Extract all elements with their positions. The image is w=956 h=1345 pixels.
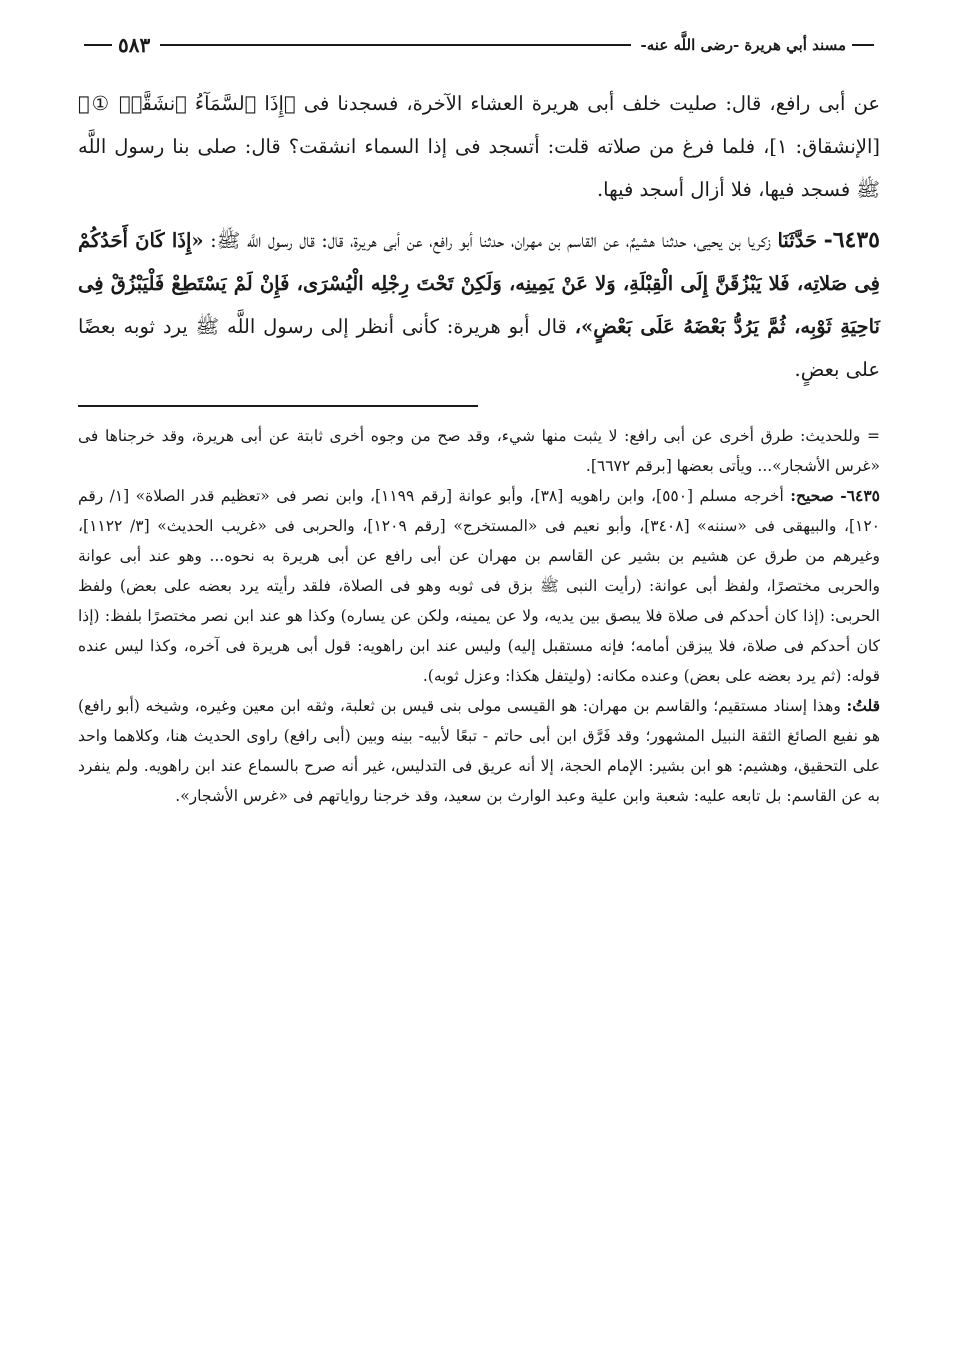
main-text bbox=[78, 82, 880, 391]
footnote-comment-head: قلتُ: bbox=[846, 696, 880, 715]
page-number: ٥٨٣ bbox=[118, 33, 151, 57]
hadith-number: ٦٤٣٥- bbox=[823, 227, 880, 253]
footnote-comment-text: وهذا إسناد مستقيم؛ والقاسم بن مهران: هو القيسى مولى بنى قيس بن ثعلبة، وثقه ابن معين وغيره، وشيخه (أبو رافع) هو نفيع الصائغ الثقة النبيل المشهور؛ وقد فَرَّق ابن أبى حاتم - تبعًا لأبيه- بينه وبين (أبى رافع) راوى الحديث هنا، وكلاهما واحد على التحقيق، وهشيم: هو ابن بشير: الإمام الحجة، إلا أنه عريق فى التدليس، غير أنه صرح بالسماع عند ابن راهويه. ولم ينفرد به عن القاسم: بل تابعه عليه: شعبة وابن علية وعبد الوارث بن سعيد، وقد خرجنا رواياتهم فى «غرس الأشجار». bbox=[78, 697, 880, 805]
book-page bbox=[78, 28, 880, 811]
header-rule bbox=[160, 44, 630, 46]
isnad-chain: زكريا بن يحيى، حدثنا هشيمٌ، عن القاسم بن مهران، حدثنا أبو رافع، عن أبى هريرة، قال: قال رسول اللَّه ﷺ: bbox=[210, 229, 771, 252]
hadith-6435 bbox=[78, 219, 880, 391]
prophet-quote: «إِذَا كَانَ أَحَدُكُمْ فِى صَلاتِه، فَلا يَبْزُقَنَّ إِلَى الْقِبْلَةِ، وَلا عَنْ يَمِينِه، وَلَكِنْ تَحْتَ رِجْلِه الْيُسْرَى، فَإِنْ لَمْ يَسْتَطِعْ فَلْيَبْزُقْ فِى نَاحِيَةِ ثَوْبِه، ثُمَّ يَرُدُّ بَعْضَهُ عَلَى بَعْضٍ»، bbox=[78, 229, 880, 338]
narration-word: حَدَّثَنَا bbox=[777, 229, 817, 252]
header-dash-left bbox=[84, 44, 112, 46]
after-quote: قال أبو هريرة: كأنى أنظر إلى رسول اللَّه ﷺ يرد ثوبه بعضًا على بعضٍ. bbox=[78, 315, 880, 381]
footnote-comment bbox=[78, 691, 880, 811]
footnotes bbox=[78, 421, 880, 811]
footnote-6435 bbox=[78, 481, 880, 691]
header-dash-right bbox=[852, 44, 874, 46]
footnote-separator bbox=[78, 405, 478, 407]
footnote-continuation: = وللحديث: طرق أخرى عن أبى رافع: لا يثبت منها شيء، وقد صح من وجوه أخرى ثابتة عن أبى هريرة، وقد خرجناها فى «غرس الأشجار»... ويأتى بعضها [برقم ٦٦٧٢]. bbox=[78, 427, 880, 475]
running-header bbox=[78, 28, 880, 62]
footnote-grade: صحيح: bbox=[790, 486, 834, 505]
paragraph-continuation: عن أبى رافع، قال: صليت خلف أبى هريرة العشاء الآخرة، فسجدنا فى ﴿إِذَا ٱلسَّمَآءُ ٱنشَقَّتۡ ①﴾ [الإنشقاق: ١]، فلما فرغ من صلاته قلت: أتسجد فى إذا السماء انشقت؟ قال: صلى بنا رسول اللَّه ﷺ فسجد فيها، فلا أزال أسجد فيها. bbox=[78, 92, 880, 201]
header-title: مسند أبي هريرة -رضى اللَّه عنه- bbox=[640, 36, 846, 54]
footnote-takhrij: أخرجه مسلم [٥٥٠]، وابن راهويه [٣٨]، وأبو عوانة [رقم ١١٩٩]، وابن نصر فى «تعظيم قدر الصلاة» [١/ رقم ١٢٠]، والبيهقى فى «سننه» [٣٤٠٨]، وأبو نعيم فى «المستخرج» [رقم ١٢٠٩]، والحربى فى «غريب الحديث» [٣/ ١١٢٢]، وغيرهم من طرق عن هشيم بن بشير عن القاسم بن مهران عن أبى رافع عن أبى هريرة به نحوه... وهو عند أبى عوانة والحربى مختصرًا، ولفظ أبى عوانة: (رأيت النبى ﷺ بزق فى ثوبه وهو فى الصلاة، فلقد رأيته يرد بعضه على بعض) ولفظ الحربى: (إذا كان أحدكم فى صلاة فلا يبصق بين يديه، ولا عن يمينه، ولكن عن يساره) وكذا هو عند ابن نصر مختصرًا بلفظ: (إذا كان أحدكم فى صلاة، فلا يبزقن أمامه؛ فإنه مستقبل إليه) وليس عند ابن راهويه: قول أبى هريرة فى آخره، وكذا ليس عنده قوله: (ثم يرد بعضه على بعض) وعنده مكانه: (وليتفل هكذا: وعزل ثوبه). bbox=[78, 487, 880, 685]
footnote-number: ٦٤٣٥- bbox=[840, 486, 880, 505]
